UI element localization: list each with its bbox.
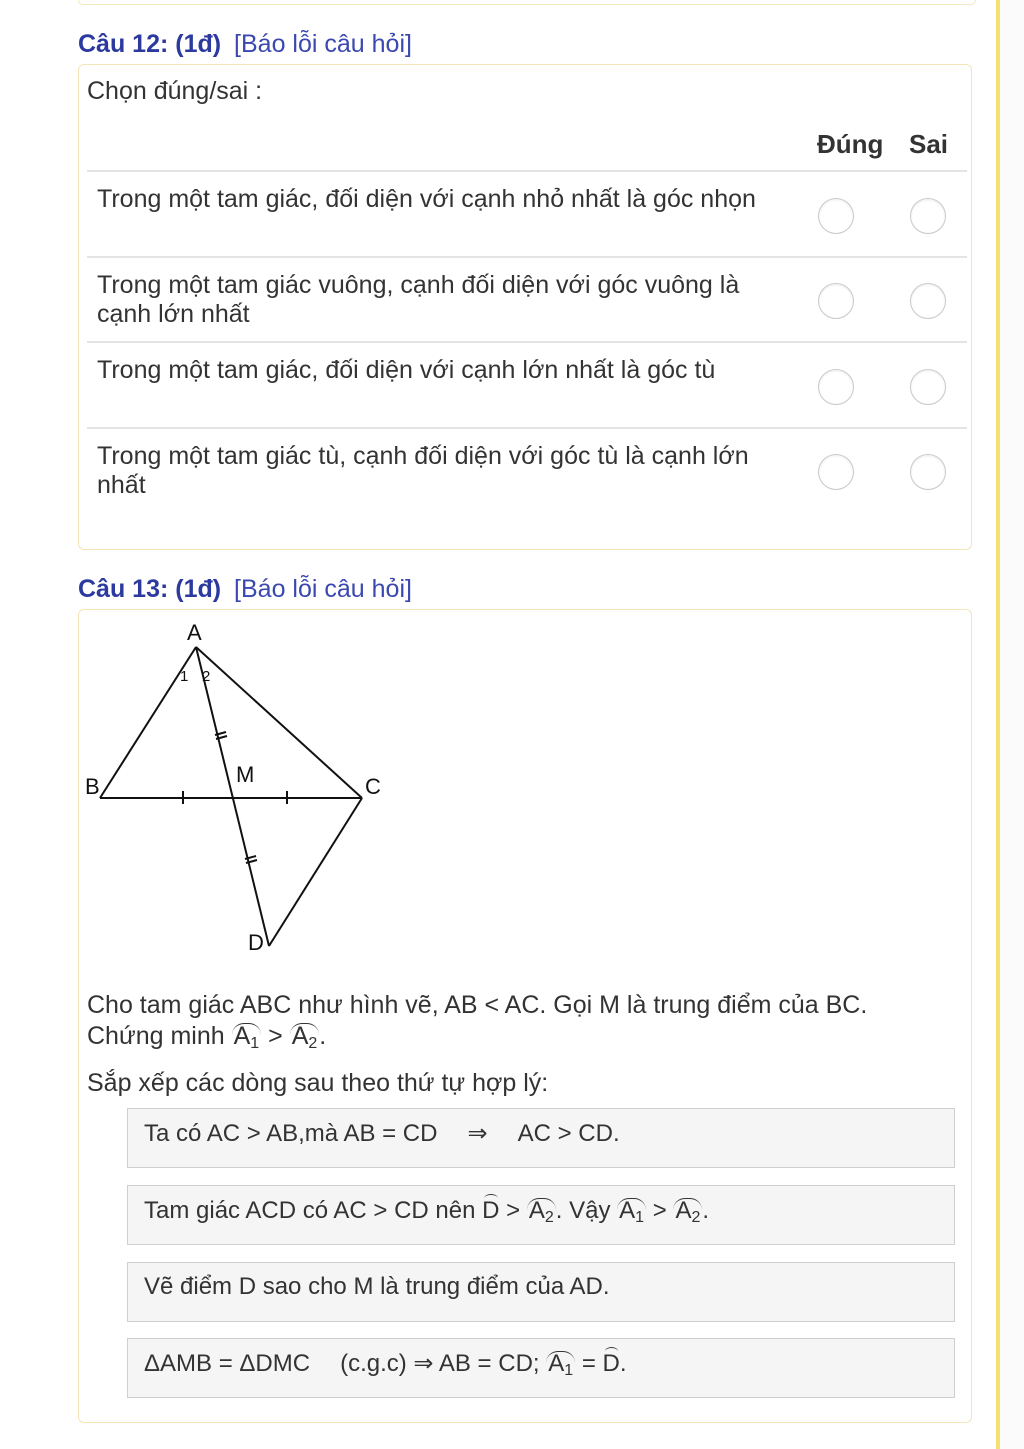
radio-statement-2-false[interactable]: [910, 283, 946, 319]
angle-a1: $A_1$: [232, 1023, 262, 1056]
statement-2: Trong một tam giác vuông, cạnh đối diện với góc vuông là cạnh lớn nhất: [97, 271, 740, 328]
radio-statement-3-false[interactable]: [910, 369, 946, 405]
radio-statement-2-true[interactable]: [818, 283, 854, 319]
sort-item-1-part-a: Ta có AC > AB,mà AB = CD: [144, 1120, 438, 1147]
row-divider: [87, 256, 967, 258]
radio-statement-1-true[interactable]: [818, 198, 854, 234]
report-error-link[interactable]: [Báo lỗi câu hỏi]: [234, 575, 412, 603]
segment-ac: [196, 647, 362, 798]
sort-item-2[interactable]: Tam giác ACD có AC > CD nên $D > A_2$. Vậy $A_1 > A_2$.: [127, 1185, 955, 1245]
angle-label-2: 2: [202, 668, 211, 685]
angle-a2: $A_2$: [527, 1198, 556, 1230]
angle-d: D: [482, 1197, 500, 1224]
question-12-card: [78, 64, 972, 550]
angle-d: D: [602, 1350, 620, 1377]
radio-statement-4-false[interactable]: [910, 454, 946, 490]
angle-label-1: 1: [180, 668, 189, 685]
header-divider: [87, 170, 967, 172]
column-false-header: Sai: [909, 129, 949, 159]
sort-prompt: Sắp xếp các dòng sau theo thứ tự hợp lý:: [87, 1069, 549, 1097]
question-12-prompt: Chọn đúng/sai :: [87, 77, 263, 105]
statement-1: Trong một tam giác, đối diện với cạnh nhỏ nhất là góc nhọn: [97, 185, 756, 213]
radio-statement-1-false[interactable]: [910, 198, 946, 234]
radio-statement-4-true[interactable]: [818, 454, 854, 490]
label-b: B: [85, 774, 100, 799]
label-a: A: [187, 620, 202, 645]
sort-item-1[interactable]: [127, 1108, 955, 1168]
sort-item-3-text: Vẽ điểm D sao cho M là trung điểm của AD.: [144, 1273, 610, 1300]
page-margin: [1000, 0, 1024, 1449]
sort-item-4-part-b: (c.g.c) ⇒ AB = CD;: [340, 1350, 540, 1377]
segment-ad: [196, 647, 269, 946]
label-c: C: [365, 774, 381, 799]
angle-a1: $A_1$: [617, 1198, 646, 1230]
problem-line-2: Chứng minh $A_1 > A_2$.: [87, 1021, 957, 1056]
problem-line-1: Cho tam giác ABC như hình vẽ, AB < AC. Gọi M là trung điểm của BC.: [87, 991, 868, 1019]
row-divider: [87, 341, 967, 343]
angle-a2: $A_2$: [673, 1198, 702, 1230]
radio-statement-3-true[interactable]: [818, 369, 854, 405]
angle-a2: $A_2$: [290, 1023, 320, 1056]
question-12-number: Câu 12: (1đ): [78, 30, 222, 58]
row-divider: [87, 427, 967, 429]
statement-3: Trong một tam giác, đối diện với cạnh lớn nhất là góc tù: [97, 356, 716, 384]
problem-prove-label: Chứng minh: [87, 1022, 225, 1050]
column-true-header: Đúng: [817, 129, 884, 159]
angle-a1: $A_1$: [546, 1351, 575, 1383]
sort-item-4-part-a: ΔAMB = ΔDMC: [144, 1350, 311, 1377]
question-12-header: [78, 30, 412, 59]
label-m: M: [236, 762, 255, 787]
report-error-link[interactable]: [Báo lỗi câu hỏi]: [234, 30, 412, 58]
statement-4: Trong một tam giác tù, cạnh đối diện với góc tù là cạnh lớn nhất: [97, 442, 749, 499]
sort-item-2-part-a: Tam giác ACD có AC > CD nên: [144, 1197, 476, 1224]
sort-item-3[interactable]: [127, 1262, 955, 1322]
label-d: D: [248, 930, 264, 955]
question-13-card: [78, 609, 972, 1423]
sort-item-1-part-b: AC > CD.: [517, 1120, 620, 1147]
problem-statement: [87, 990, 957, 1056]
previous-card-edge: [78, 0, 976, 5]
sort-item-2-part-b: . Vậy: [555, 1197, 611, 1224]
triangle-figure: [79, 610, 409, 970]
implies-symbol: ⇒: [467, 1120, 488, 1147]
segment-cd: [269, 798, 362, 946]
sort-item-4[interactable]: ΔAMB = ΔDMC (c.g.c) ⇒ AB = CD; $A_1 = D$.: [127, 1338, 955, 1398]
question-13-number: Câu 13: (1đ): [78, 575, 222, 603]
question-13-header: [78, 575, 412, 604]
